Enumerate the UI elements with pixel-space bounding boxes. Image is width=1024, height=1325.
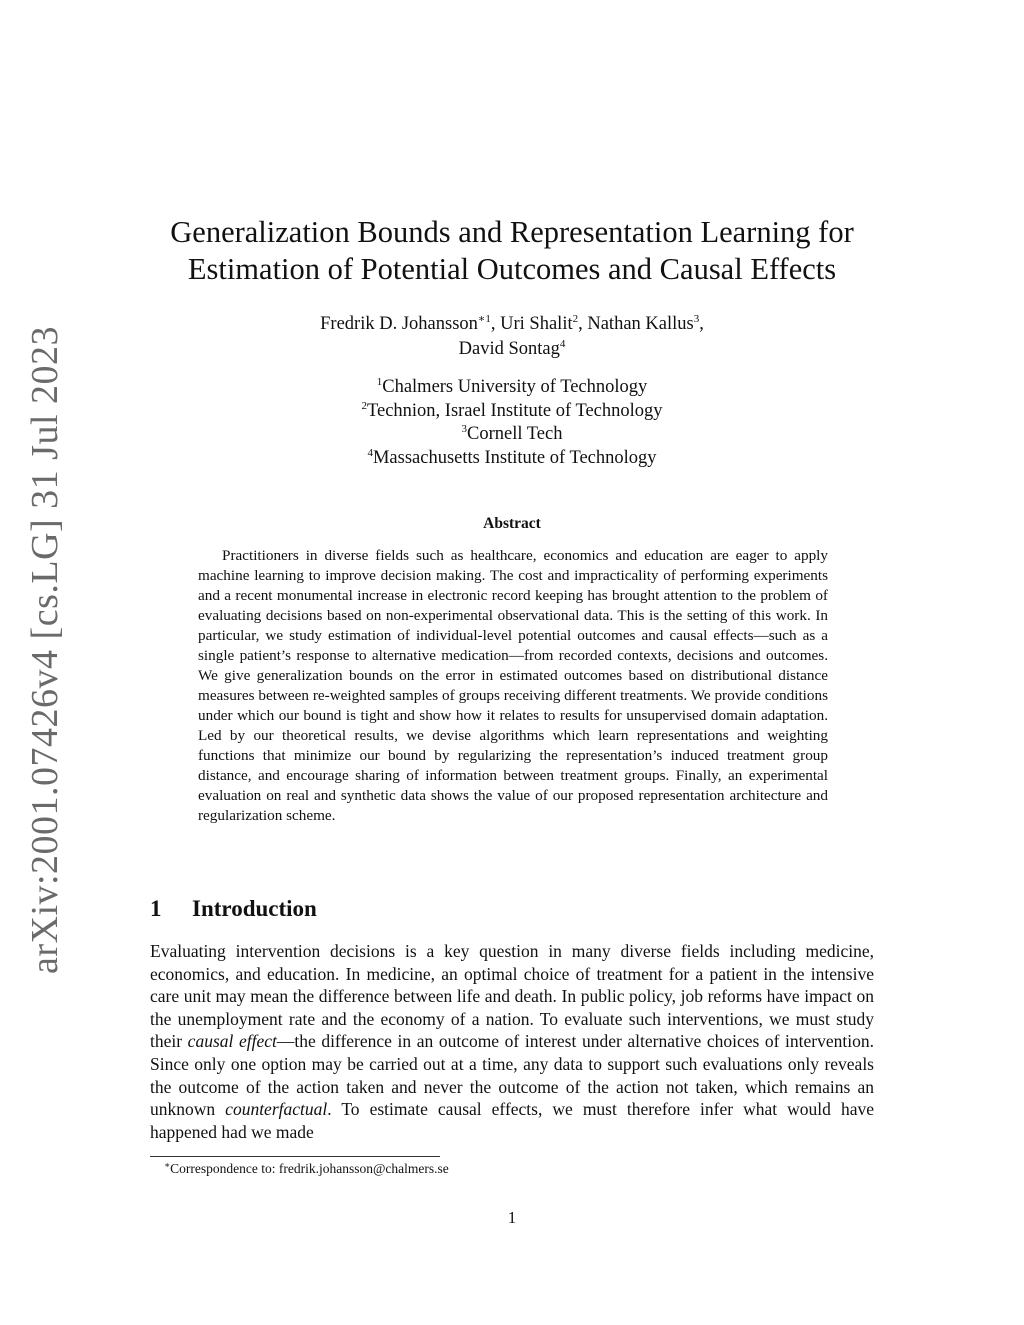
paper-title [150, 214, 874, 288]
footnote-mark: ∗ [164, 1160, 171, 1170]
author-line-2 [150, 337, 874, 362]
emphasized-term: counterfactual [225, 1099, 328, 1120]
affiliation-mark: 2 [361, 399, 367, 412]
intro-text: . To estimate causal effects, we must therefore infer what would have happened had we made [150, 1099, 874, 1142]
author-name: Fredrik D. Johansson [320, 314, 478, 334]
affiliation-name: Massachusetts Institute of Technology [372, 447, 657, 468]
footnote [164, 1160, 864, 1178]
affiliation-name: Chalmers University of Technology [382, 377, 648, 397]
affiliation [150, 447, 874, 471]
intro-text: Evaluating intervention decisions is a key question in many diverse fields including medicine, economics, and education. In medicine, an optimal choice of treatment for a patient in the intensive care unit may mean the difference between life and death. In public policy, job reforms have impact on the unemployment rate and the economy of a nation. To evaluate such interventions, we must study their [150, 941, 874, 1052]
affiliation [150, 376, 874, 400]
arxiv-identifier-stamp[interactable]: arXiv:2001.07426v4 [cs.LG] 31 Jul 2023 [24, 325, 66, 975]
author-name: Uri Shalit [500, 314, 573, 334]
author-mark: ∗1 [477, 313, 491, 325]
author-list [150, 312, 874, 362]
abstract-heading: Abstract [483, 515, 541, 532]
author-separator: , [578, 314, 588, 334]
section-number: 1 [150, 896, 162, 921]
affiliation [150, 423, 874, 447]
page-number: 1 [507, 1208, 517, 1227]
author-mark: 4 [559, 338, 566, 350]
author-separator: , [490, 314, 501, 334]
section-heading [150, 896, 874, 922]
introduction-paragraph [150, 940, 874, 1143]
section-title: Introduction [192, 896, 317, 921]
author-line-1 [150, 312, 874, 337]
author-mark: 2 [572, 313, 579, 325]
intro-text: —the difference in an outcome of interest under alternative choices of intervention. Since only one option may be carried out at a time, any data to support such evaluations only reveals the outcome of the action taken and never the outcome of the action not taken, which remains an unknown [150, 1031, 874, 1120]
emphasized-term: causal effect [187, 1031, 277, 1052]
affiliation-mark: 4 [367, 446, 373, 459]
affiliation-name: Technion, Israel Institute of Technology [366, 400, 663, 421]
abstract-text: Practitioners in diverse fields such as healthcare, economics and education are eager to apply machine learning to improve decision making. The cost and impracticality of performing experiments and a recent monumental increase in electronic record keeping has brought attention to the problem of evaluating decisions based on non-experimental observational data. This is the setting of this work. In particular, we study estimation of individual-level potential outcomes and causal effects—such as a single patient’s response to alternative medication—from recorded contexts, decisions and outcomes. We give generalization bounds on the error in estimated outcomes based on distributional distance measures between re-weighted samples of groups receiving different treatments. We provide conditions under which our bound is tight and show how it relates to results for unsupervised domain adaptation. Led by our theoretical results, we devise algorithms which learn representations and weighting functions that minimize our bound by regularizing the representation’s induced treatment group distance, and encourage sharing of information between treatment groups. Finally, an experimental evaluation on real and synthetic data shows the value of our proposed representation architecture and regularization scheme. [198, 547, 828, 824]
affiliation-name: Cornell Tech [467, 424, 563, 444]
title-line-1: Generalization Bounds and Representation Learning for [170, 215, 854, 249]
affiliation [150, 400, 874, 424]
footnote-divider [150, 1156, 440, 1157]
author-separator: , [699, 314, 704, 334]
title-line-2: Estimation of Potential Outcomes and Causal Effects [187, 252, 837, 286]
affiliation-mark: 1 [376, 376, 383, 388]
author-name: David Sontag [458, 339, 560, 359]
author-name: Nathan Kallus [587, 314, 694, 334]
affiliation-mark: 3 [461, 423, 468, 435]
footnote-text[interactable]: Correspondence to: fredrik.johansson@chalmers.se [170, 1161, 449, 1176]
author-mark: 3 [693, 313, 700, 325]
affiliation-list [150, 376, 874, 470]
